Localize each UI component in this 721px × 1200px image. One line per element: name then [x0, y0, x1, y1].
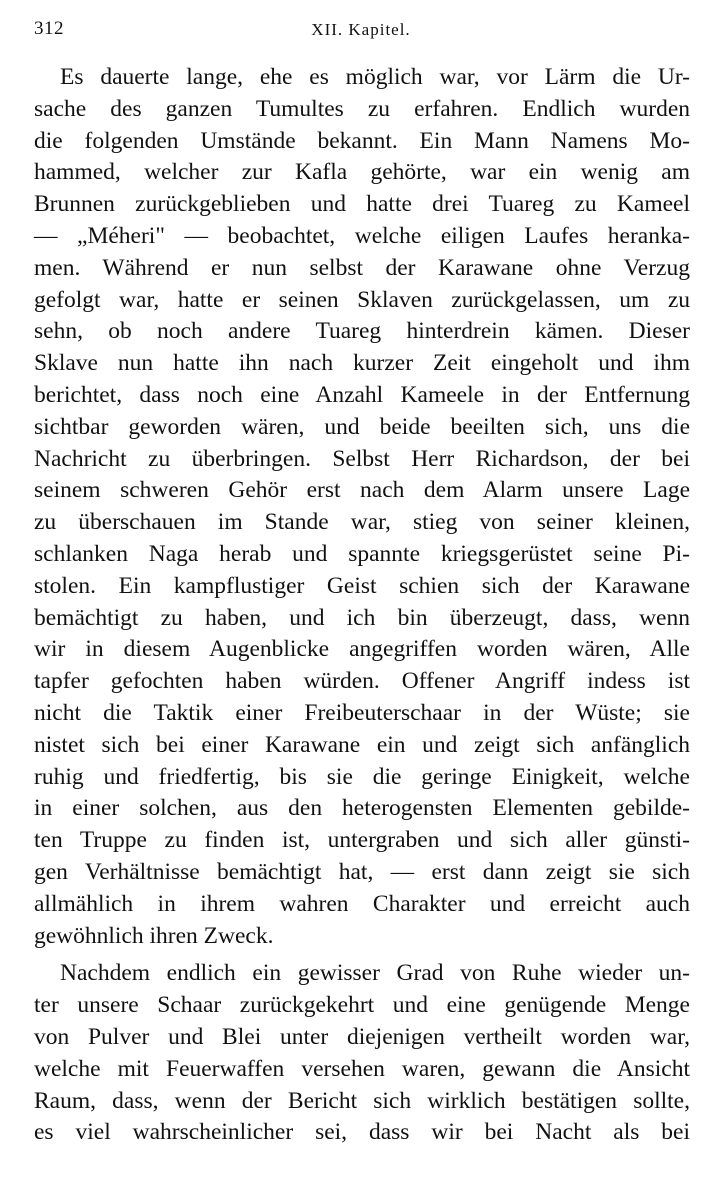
- paragraph-1: [34, 62, 690, 952]
- text-line: ter unsere Schaar zurückgekehrt und eine genügende Menge: [34, 992, 690, 1019]
- text-line: gen Verhältnisse bemächtigt hat, — erst dann zeigt sie sich: [34, 858, 690, 885]
- text-line: welche mit Feuerwaffen versehen waren, gewann die Ansicht: [34, 1055, 690, 1082]
- text-line: Raum, dass, wenn der Bericht sich wirklich bestätigen sollte,: [34, 1087, 690, 1114]
- text-line: berichtet, dass noch eine Anzahl Kameele in der Entfernung: [34, 381, 690, 408]
- page-header: [34, 18, 688, 48]
- text-line: nicht die Taktik einer Freibeuterschaar in der Wüste; sie: [34, 699, 690, 726]
- body-text: [34, 62, 690, 1149]
- text-line: von Pulver und Blei unter diejenigen vertheilt worden war,: [34, 1023, 690, 1050]
- paragraph-2: [34, 958, 690, 1149]
- text-line: ruhig und friedfertig, bis sie die geringe Einigkeit, welche: [34, 763, 690, 790]
- text-line: schlanken Naga herab und spannte kriegsgerüstet seine Pi-: [34, 540, 690, 567]
- text-line: Es dauerte lange, ehe es möglich war, vor Lärm die Ur-: [60, 64, 690, 90]
- text-line: allmählich in ihrem wahren Charakter und erreicht auch: [34, 890, 690, 917]
- running-head: XII. Kapitel.: [311, 20, 411, 39]
- text-line: wir in diesem Augenblicke angegriffen worden wären, Alle: [34, 636, 690, 663]
- text-line: stolen. Ein kampflustiger Geist schien sich der Karawane: [34, 572, 690, 599]
- text-line: nistet sich bei einer Karawane ein und zeigt sich anfänglich: [34, 731, 690, 758]
- text-line: seinem schweren Gehör erst nach dem Alarm unsere Lage: [34, 477, 690, 504]
- page-number: 312: [34, 18, 64, 39]
- text-line: sehn, ob noch andere Tuareg hinterdrein kämen. Dieser: [34, 318, 690, 345]
- text-line: Nachricht zu überbringen. Selbst Herr Richardson, der bei: [34, 445, 690, 472]
- text-line: tapfer gefochten haben würden. Offener Angriff indess ist: [34, 668, 690, 695]
- text-line: die folgenden Umstände bekannt. Ein Mann Namens Mo-: [34, 127, 690, 154]
- text-line: sichtbar geworden wären, und beide beeilten sich, uns die: [34, 413, 690, 440]
- text-line: Brunnen zurückgeblieben und hatte drei Tuareg zu Kameel: [34, 191, 690, 218]
- text-line: in einer solchen, aus den heterogensten Elementen gebilde-: [34, 795, 690, 822]
- text-line: bemächtigt zu haben, und ich bin überzeugt, dass, wenn: [34, 604, 690, 631]
- text-line: ten Truppe zu finden ist, untergraben und sich aller günsti-: [34, 827, 690, 854]
- text-line: — „Méheri" — beobachtet, welche eiligen Laufes heranka-: [34, 222, 690, 249]
- text-line: es viel wahrscheinlicher sei, dass wir bei Nacht als bei: [34, 1119, 690, 1146]
- text-line: zu überschauen im Stande war, stieg von seiner kleinen,: [34, 509, 690, 536]
- text-line: gefolgt war, hatte er seinen Sklaven zurückgelassen, um zu: [34, 286, 690, 313]
- text-line: sache des ganzen Tumultes zu erfahren. Endlich wurden: [34, 95, 690, 122]
- text-line: men. Während er nun selbst der Karawane ohne Verzug: [34, 254, 690, 281]
- text-line: gewöhnlich ihren Zweck.: [34, 922, 274, 949]
- text-line: Sklave nun hatte ihn nach kurzer Zeit eingeholt und ihm: [34, 350, 690, 377]
- text-line: Nachdem endlich ein gewisser Grad von Ruhe wieder un-: [60, 960, 690, 987]
- text-line: hammed, welcher zur Kafla gehörte, war ein wenig am: [34, 159, 690, 186]
